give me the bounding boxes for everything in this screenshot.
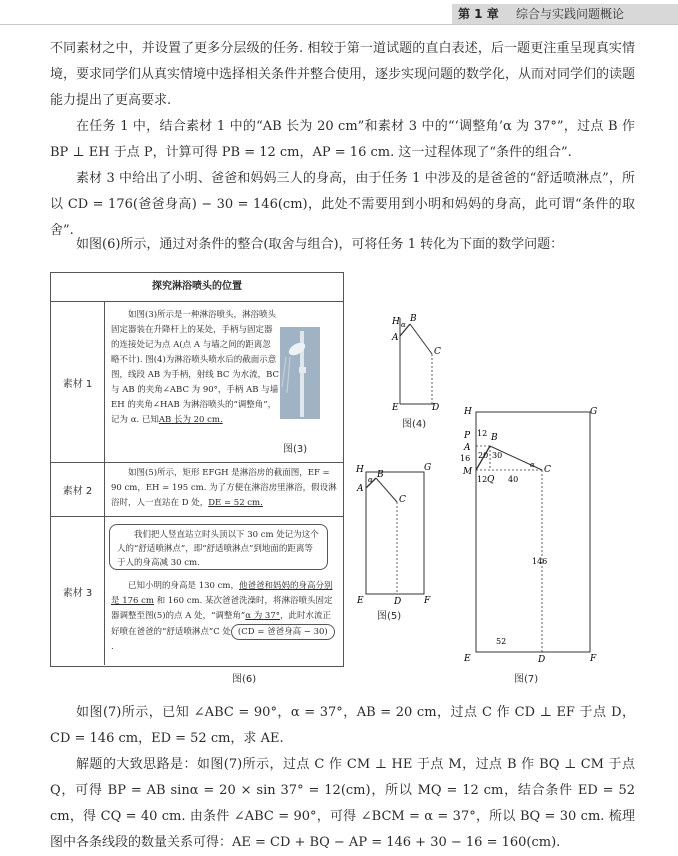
row-label: 素材 1: [51, 302, 105, 462]
figure4-caption: 图(4): [402, 419, 427, 430]
fig7-label-d: D: [538, 655, 546, 664]
fig7-label-e: E: [464, 654, 471, 664]
fig5-label-b: B: [377, 470, 384, 480]
chapter-number: 第 1 章: [458, 7, 499, 21]
fig5-label-f: F: [424, 596, 431, 606]
material2-text: 如图(5)所示，矩形 EFGH 是淋浴房的截面图，EF = 90 cm，EH = 195 cm. 为了方便在淋浴房里淋浴，假设淋浴时，人一直站在 D 处，DE = 52 cm.: [111, 468, 337, 508]
fig7-label-c: C: [544, 465, 551, 475]
fig7-label-52: 52: [496, 637, 507, 646]
figure5-diagram: [352, 458, 432, 608]
fig4-label-c: C: [434, 347, 441, 357]
paragraph-problem: 如图(7)所示，已知 ∠ABC = 90°，α = 37°，AB = 20 cm，过点 C 作 CD ⊥ EF 于点 D，CD = 146 cm，ED = 52 cm，求 AE.: [50, 705, 635, 746]
table-row-material1: [51, 302, 343, 463]
fig5-label-e: E: [357, 596, 364, 606]
material1-underlined: AB 长为 20 cm.: [158, 415, 223, 425]
fig4-label-d: D: [432, 403, 440, 412]
fig5-label-g: G: [424, 463, 432, 473]
fig7-label-146: 146: [532, 557, 548, 566]
fig7-label-40: 40: [508, 475, 519, 484]
fig4-label-h: H: [392, 317, 400, 327]
fig7-label-a: A: [464, 443, 471, 453]
fig7-label-30: 30: [492, 451, 503, 460]
fig7-label-b: B: [491, 433, 498, 443]
fig7-label-alpha: α: [530, 461, 535, 469]
fig4-label-a: A: [392, 333, 399, 343]
shower-photo: [280, 327, 320, 419]
figure4-diagram: [388, 312, 448, 412]
fig4-label-b: B: [410, 314, 417, 324]
fig5-label-alpha: α: [368, 476, 373, 484]
paragraph-task1: 在任务 1 中，结合素材 1 中的“AB 长为 20 cm”和素材 3 中的“‘调整角’α 为 37°”，过点 B 作 BP ⊥ EH 于点 P，计算可得 PB = 12 cm，AP = 16 cm. 这一过程体现了“条件的组合”.: [50, 119, 635, 160]
paragraph-figure6-intro: 如图(6)所示，通过对条件的整合(取舍与组合)，可将任务 1 转化为下面的数学问题：: [76, 237, 564, 252]
fig7-label-g: G: [590, 407, 598, 417]
cd-formula-box: (CD = 爸爸身高 − 30): [231, 624, 335, 640]
figure3-caption: 图(3): [283, 444, 308, 455]
paragraph-solution: 解题的大致思路是：如图(7)所示，过点 C 作 CM ⊥ HE 于点 M，过点 B 作 BQ ⊥ CM 于点 Q，可得 BP = AB sinα = 20 × sin 37° = 12(cm)，所以 MQ = 12 cm，结合条件 ED = 52 cm，得 CQ = 40 cm. 由条件 ∠ABC = 90°，可得 ∠BCM = α = 37°，所以 BQ = 30 cm. 梳理图中各条线段的数量关系可得：AE = CD + BQ − AP = 146 + 30 − 16 = 160(cm).: [50, 757, 635, 850]
material2-underlined: DE = 52 cm.: [208, 498, 263, 508]
fig7-label-12-bottom: 12: [477, 475, 488, 484]
figure5-caption: 图(5): [377, 611, 402, 622]
fig5-label-a: A: [357, 484, 364, 494]
fig5-label-c: C: [399, 495, 406, 505]
fig7-label-12-top: 12: [477, 429, 488, 438]
table-title: 探究淋浴喷头的位置: [51, 273, 343, 302]
figure7-diagram: [460, 402, 600, 664]
figure7-caption: 图(7): [514, 674, 539, 685]
header-divider: [0, 24, 678, 25]
fig7-label-m: M: [463, 467, 473, 477]
fig7-label-p: P: [464, 431, 471, 441]
fig5-label-h: H: [356, 465, 364, 475]
row-label: 素材 2: [51, 463, 105, 516]
table-row-material3: [51, 517, 343, 665]
fig7-label-f: F: [590, 654, 597, 664]
material3-text: 已知小明的身高是 130 cm，他爸爸和妈妈的身高分别是 176 cm 和 160 cm. 某次爸爸洗澡时，将淋浴喷头固定器调整至图(5)的点 A 处，“调整角”α 为 37°，此时水流正好喷在爸爸的“舒适喷淋点”C 处 (CD = 爸爸身高 − 30).: [111, 579, 337, 655]
fig7-label-16: 16: [460, 454, 471, 463]
comfort-point-note: 我们把人竖直站立时头顶以下 30 cm 处记为这个人的“舒适喷淋点”，即“舒适喷淋点”到地面的距离等于人的身高减 30 cm.: [109, 524, 328, 570]
figure6-caption: 图(6): [232, 674, 257, 685]
paragraph-material3: 素材 3 中给出了小明、爸爸和妈妈三人的身高，由于任务 1 中涉及的是爸爸的“舒适喷淋点”，所以 CD = 176(爸爸身高) − 30 = 146(cm)，此处不需要用到小明和妈妈的身高，此可谓“条件的取舍”.: [50, 171, 635, 238]
table-row-material2: [51, 463, 343, 517]
paragraph-intro: 不同素材之中，并设置了更多分层级的任务. 相较于第一道试题的直白表述，后一题更注重呈现真实情境，要求同学们从真实情境中选择相关条件并整合使用，逐步实现问题的数学化，从而对同学们的读题能力提出了更高要求.: [50, 41, 636, 108]
fig7-label-q: Q: [487, 475, 495, 485]
fig7-label-20: 20: [478, 451, 489, 460]
material1-text: 如图(3)所示是一种淋浴喷头，淋浴喷头固定器装在升降杆上的某处，手柄与固定器的连接处记为点 A(点 A 与墙之间的距离忽略不计). 图(4)为淋浴喷头喷水后的截面示意图，线段 AB 为手柄，射线 BC 为水流，BC 与 AB 的夹角∠ABC 为 90°，手柄 AB 与墙 EH 的夹角∠HAB 为淋浴喷头的“调整角”，记为 α. 已知AB 长为 20 cm.: [111, 310, 280, 425]
fig4-label-alpha: α: [401, 321, 406, 329]
material-table: [50, 272, 344, 667]
fig7-label-h: H: [464, 407, 472, 417]
chapter-title: 综合与实践问题概论: [516, 7, 625, 21]
fig5-label-d: D: [394, 597, 402, 607]
row-label: 素材 3: [51, 517, 105, 665]
fig4-label-e: E: [392, 403, 399, 412]
